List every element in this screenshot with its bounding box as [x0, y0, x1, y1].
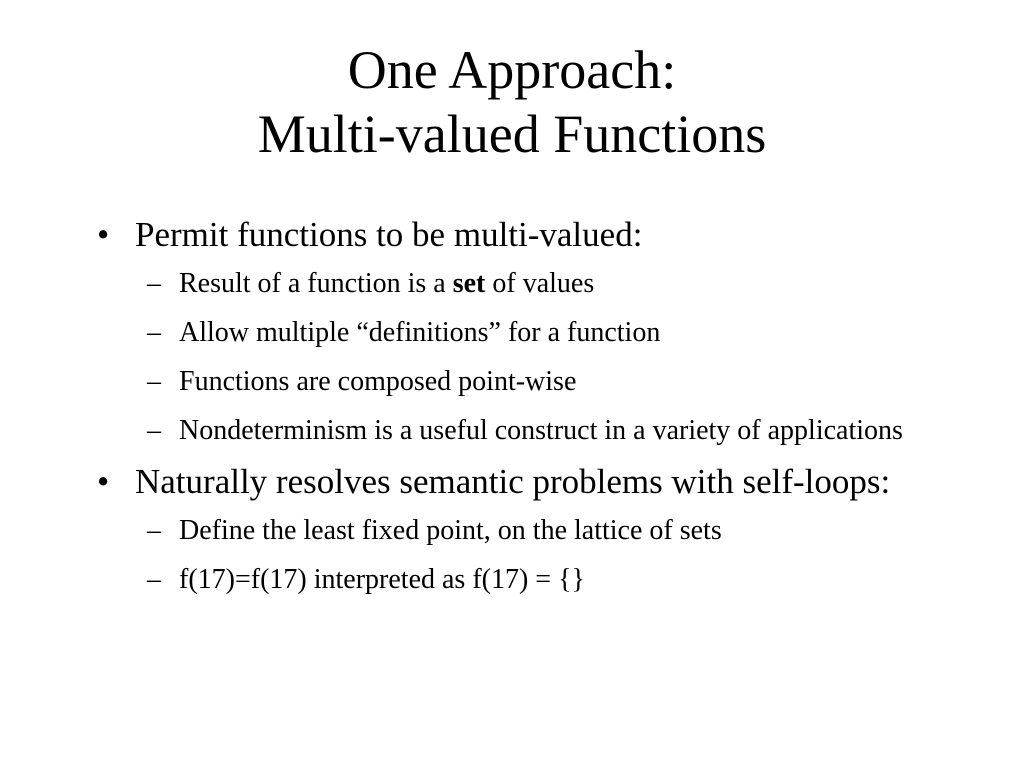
dash-icon: – [147, 515, 161, 546]
slide-title [0, 38, 1024, 166]
bullet-icon: • [97, 215, 110, 254]
sub-bullet-item-2-2 [97, 560, 917, 600]
sub-bullet-item-1-1 [97, 264, 917, 304]
sub-bullet-text: Functions are composed point-wise [179, 366, 577, 397]
sub-bullet-item-1-2 [97, 313, 917, 353]
bullet-text: Naturally resolves semantic problems with self-loops: [135, 462, 891, 501]
bullet-icon: • [97, 462, 110, 501]
slide-title-line-1: One Approach: [347, 40, 677, 100]
dash-icon: – [147, 268, 161, 299]
sub-bullet-text-after: of values [485, 268, 595, 299]
sub-bullet-item-1-3 [97, 362, 917, 402]
sub-bullet-item-2-1 [97, 511, 917, 551]
bullet-item-1 [97, 214, 917, 256]
sub-bullet-text: Define the least fixed point, on the lattice of sets [179, 515, 722, 546]
sub-bullet-text: Nondeterminism is a useful construct in a variety of applications [179, 415, 903, 446]
dash-icon: – [147, 366, 161, 397]
sub-bullet-text: f(17)=f(17) interpreted as f(17) = {} [179, 564, 585, 595]
bullet-item-2 [97, 461, 917, 503]
sub-bullet-text: Allow multiple “definitions” for a function [179, 317, 661, 348]
slide-title-line-2: Multi-valued Functions [257, 104, 767, 164]
dash-icon: – [147, 317, 161, 348]
dash-icon: – [147, 564, 161, 595]
sub-bullet-item-1-4 [97, 411, 917, 451]
dash-icon: – [147, 415, 161, 446]
bullet-text: Permit functions to be multi-valued: [135, 215, 643, 254]
sub-bullet-text-before: Result of a function is a [179, 268, 453, 299]
sub-bullet-bold-text: set [452, 268, 486, 299]
slide-body [97, 214, 917, 600]
